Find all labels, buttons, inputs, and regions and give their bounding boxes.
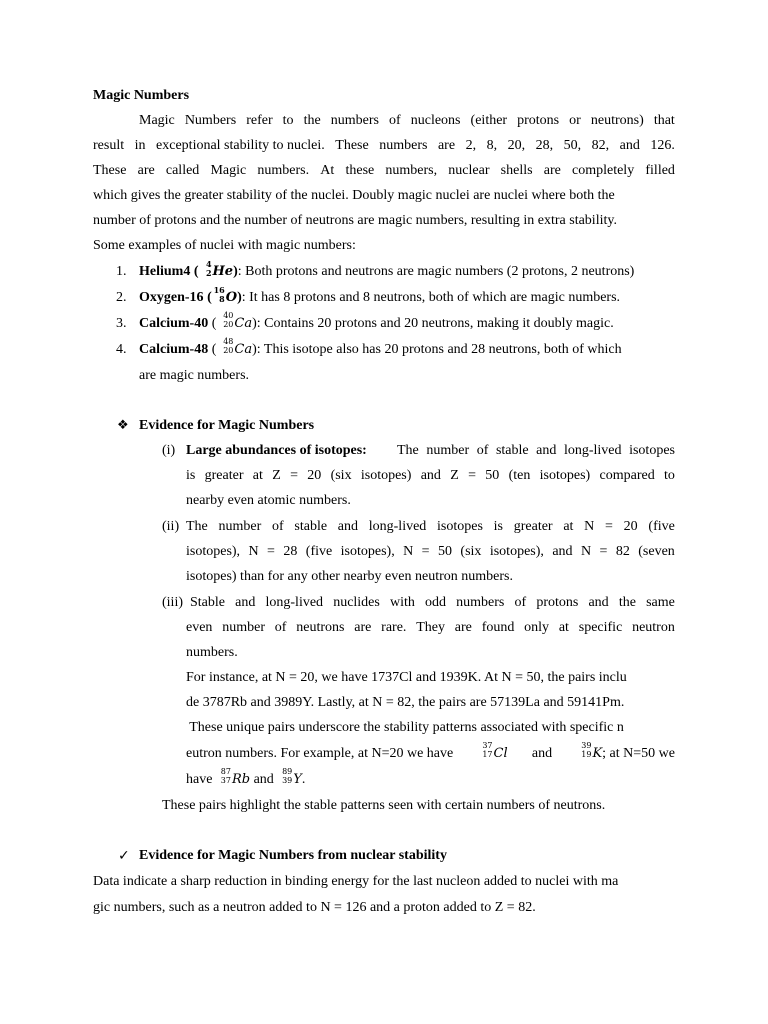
word: are (543, 163, 561, 178)
item-label: (i) (162, 443, 176, 458)
list-item-text: : This isotope also has 20 protons and 28 neutrons, both of which (256, 342, 622, 357)
word: nuclides (333, 595, 380, 610)
isotope-k: 39 19 (581, 741, 592, 759)
list-item-text: : Both protons and neutrons are magic numbers (2 protons, 2 neutrons) (237, 264, 635, 279)
word: even (186, 620, 213, 635)
intro-line-3 (93, 162, 675, 180)
word: N (580, 544, 592, 559)
word: number (426, 443, 470, 458)
word: isotopes (629, 443, 675, 458)
word: only (524, 620, 550, 635)
list-item (139, 259, 635, 281)
word: = (290, 468, 298, 483)
word: N (584, 519, 595, 534)
list-item-number: 1. (116, 264, 127, 279)
word: They (416, 620, 445, 635)
word: numbers (330, 113, 379, 128)
isotope-rb: 87 37 (220, 767, 231, 785)
word: filled (645, 163, 675, 178)
word: of (274, 620, 287, 635)
section-heading: Evidence for Magic Numbers from nuclear stability (139, 848, 447, 863)
word: (six (330, 468, 352, 483)
list-item-text: : It has 8 protons and 8 neutrons, both of which are magic numbers. (241, 290, 621, 305)
word: of (272, 519, 284, 534)
word: 28, (535, 138, 554, 153)
list-item-text: : Contains 20 protons and 20 neutrons, making it doubly magic. (256, 316, 614, 331)
nucleus-name: Calcium-48 (139, 342, 209, 357)
word: are (137, 163, 155, 178)
word: and (337, 519, 359, 534)
word: completely (572, 163, 635, 178)
nucleus-symbol: ( 4 2 He) (193, 259, 238, 279)
list-item (139, 311, 614, 333)
evidence-item-i-line-3: nearby even atomic numbers. (186, 493, 351, 508)
word: 50 (438, 544, 452, 559)
word: (six (460, 544, 482, 559)
word: and (619, 138, 640, 153)
word: long-lived (563, 443, 622, 458)
word: refer (246, 113, 273, 128)
list-item (139, 337, 622, 359)
word: Stable (190, 595, 225, 610)
word: compared (599, 468, 655, 483)
evidence-item-iii-line-1 (190, 594, 675, 612)
nucleus-name: Calcium-40 (139, 316, 209, 331)
evidence-item-ii-line-3: isotopes) than for any other nearby even neutron numbers. (186, 569, 513, 584)
word: The (186, 519, 208, 534)
intro-line-1 (139, 112, 675, 130)
word: Numbers (184, 113, 237, 128)
word: = (599, 544, 608, 559)
word: number of protons and the number of neutrons are magic numbers, resulting in extra stability. (93, 213, 617, 228)
word: of (514, 595, 527, 610)
word: at (563, 519, 574, 534)
word: and (235, 595, 256, 610)
word: long-lived (368, 519, 427, 534)
word: numbers, (385, 163, 438, 178)
evidence-item-i-line-2 (186, 467, 675, 485)
word: specific (578, 620, 623, 635)
list-item (139, 285, 621, 307)
word: These (335, 138, 369, 153)
word: Magic (139, 113, 175, 128)
intro-line-4 (93, 187, 675, 205)
word: to (664, 468, 675, 483)
word: Magic (210, 163, 247, 178)
word: exceptional stability to nuclei. (156, 138, 325, 153)
word: isotopes) (360, 468, 412, 483)
isotope-y: 89 39 (282, 767, 293, 785)
word: 82, (591, 138, 610, 153)
word: (ten (508, 468, 531, 483)
word: number (218, 519, 262, 534)
evidence-item-iii-line-7: eutron numbers. For example, at N=20 we have 37 17 Cl and 39 19 K; at N=50 we (186, 741, 675, 761)
word: shells (500, 163, 533, 178)
diamond-bullet-icon: ❖ (117, 418, 129, 433)
word: (five (648, 519, 675, 534)
section-heading: Evidence for Magic Numbers (139, 418, 315, 433)
intro-line-5 (93, 212, 675, 230)
word: numbers (379, 138, 428, 153)
word: These (93, 163, 127, 178)
word: Z (272, 468, 281, 483)
word: 20, (507, 138, 526, 153)
word: of (389, 113, 401, 128)
list-item-number: 4. (116, 342, 127, 357)
word: is (493, 519, 503, 534)
word: 82 (615, 544, 630, 559)
word: = (421, 544, 430, 559)
word: result (93, 138, 125, 153)
word: neutrons) (590, 113, 644, 128)
word: = (468, 468, 476, 483)
nucleus-name: Oxygen-16 (139, 290, 204, 305)
word: = (267, 544, 275, 559)
word: N (403, 544, 414, 559)
word: numbers (456, 595, 505, 610)
isotope-cl: 37 17 (482, 741, 493, 759)
word: the (618, 595, 636, 610)
word: = (605, 519, 613, 534)
list-item-number: 2. (116, 290, 127, 305)
nucleus-symbol: ( 48 20 Ca) (211, 337, 257, 357)
word: 50 (485, 468, 500, 483)
word: 20 (623, 519, 638, 534)
word: called (165, 163, 200, 178)
word: Z (450, 468, 459, 483)
nucleus-symbol: ( 40 20 Ca) (211, 311, 257, 331)
word: isotopes), (489, 544, 544, 559)
word: (either (470, 113, 508, 128)
evidence-item-iii-line-4: For instance, at N = 20, we have 1737Cl and 1939K. At N = 50, the pairs inclu (186, 670, 627, 685)
page-title: Magic Numbers (93, 88, 190, 103)
word: nucleons (410, 113, 461, 128)
checkmark-icon: ✓ (118, 848, 130, 864)
word: N (248, 544, 259, 559)
evidence-item-iii-line-6: These unique pairs underscore the stability patterns associated with specific n (186, 720, 624, 735)
word: same (646, 595, 675, 610)
word: stable (294, 519, 328, 534)
list-item-number: 3. (116, 316, 127, 331)
word: isotopes), (186, 544, 241, 559)
word: The (397, 443, 419, 458)
intro-line-6: Some examples of nuclei with magic numbers: (93, 238, 356, 253)
word: to (282, 113, 294, 128)
intro-line-2 (93, 137, 675, 155)
word: protons (536, 595, 579, 610)
nucleus-symbol: ( 16 8 O) (207, 285, 242, 305)
word: number (222, 620, 265, 635)
word: are (454, 620, 472, 635)
item-label: (ii) (162, 519, 180, 534)
word: or (569, 113, 581, 128)
word: at (558, 620, 569, 635)
word: with (389, 595, 415, 610)
stability-line-2: gic numbers, such as a neutron added to N = 126 and a proton added to Z = 82. (93, 900, 536, 915)
word: At (320, 163, 335, 178)
word: neutron (632, 620, 675, 635)
word: 20 (307, 468, 322, 483)
stability-line-1: Data indicate a sharp reduction in binding energy for the last nucleon added to nuclei with ma (93, 874, 619, 889)
word: 8, (486, 138, 498, 153)
word: 50, (563, 138, 582, 153)
word: in (134, 138, 146, 153)
word: 28 (283, 544, 298, 559)
word: and (420, 468, 441, 483)
evidence-item-ii-line-2 (186, 543, 675, 561)
evidence-item-i-line-1: Large abundances of isotopes: The number of stable and long-lived isotopes (186, 443, 675, 458)
word: found (481, 620, 515, 635)
evidence-item-iii-line-3: numbers. (186, 645, 238, 660)
evidence-item-iii-line-5: de 3787Rb and 3989Y. Lastly, at N = 82, the pairs are 57139La and 59141Pm. (186, 695, 625, 710)
word: at (252, 468, 263, 483)
list-item-continuation: are magic numbers. (139, 368, 250, 383)
word: and (588, 595, 609, 610)
word: and (536, 443, 557, 458)
word: and (552, 544, 573, 559)
word: nuclear (448, 163, 490, 178)
word: protons (517, 113, 560, 128)
word: these (345, 163, 375, 178)
word: isotopes (437, 519, 483, 534)
word: is (186, 468, 196, 483)
word: numbers. (257, 163, 310, 178)
word: stable (495, 443, 529, 458)
word: isotopes) (539, 468, 591, 483)
nucleus-name: Helium4 (139, 264, 191, 279)
word: isotopes), (340, 544, 395, 559)
word: are (354, 620, 372, 635)
evidence-item-iii-line-2 (186, 619, 675, 637)
word: neutrons (296, 620, 345, 635)
word: 2, (465, 138, 477, 153)
word: greater (513, 519, 553, 534)
word: rare. (381, 620, 407, 635)
word: are (437, 138, 456, 153)
word: long-lived (265, 595, 324, 610)
word: which gives the greater stability of the nuclei. Doubly magic nuclei are nuclei where both the (93, 188, 615, 203)
word: of (476, 443, 489, 458)
word: (seven (638, 544, 675, 559)
word: 126. (650, 138, 675, 153)
word: (five (305, 544, 333, 559)
evidence-summary: These pairs highlight the stable patterns seen with certain numbers of neutrons. (162, 798, 606, 813)
word: the (303, 113, 321, 128)
word: that (653, 113, 675, 128)
item-label: (iii) (162, 595, 183, 610)
word: odd (425, 595, 447, 610)
evidence-item-ii-line-1 (186, 518, 675, 536)
word: greater (204, 468, 244, 483)
evidence-item-iii-line-8: have 87 37 Rb and 89 39 Y. (186, 767, 306, 787)
